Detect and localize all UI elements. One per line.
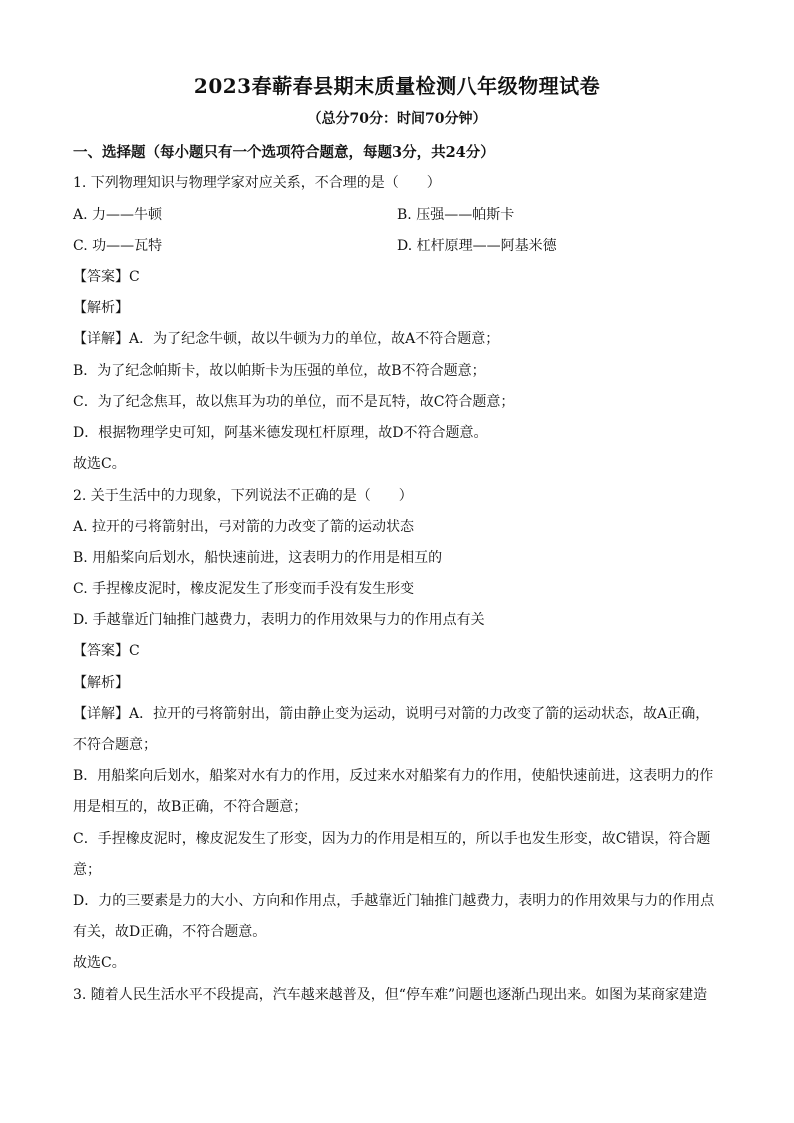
page-subtitle: （总分70分：时间70分钟） xyxy=(307,111,487,127)
section-heading: 一、选择题（每小题只有一个选项符合题意，每题3分，共24分） xyxy=(73,144,495,161)
q1-option-d: D. 杠杆原理——阿基米德 xyxy=(397,238,557,254)
q1-detail-d: D．根据物理学史可知，阿基米德发现杠杆原理，故D不符合题意。 xyxy=(73,425,488,441)
q1-detail-c: C．为了纪念焦耳，故以焦耳为功的单位，而不是瓦特，故C符合题意； xyxy=(73,394,515,410)
q2-conclusion: 故选C。 xyxy=(73,955,126,971)
q1-answer: 【答案】C xyxy=(73,269,140,285)
q1-conclusion: 故选C。 xyxy=(73,456,126,472)
q1-detail-a: 【详解】A．为了纪念牛顿，故以牛顿为力的单位，故A不符合题意； xyxy=(73,331,500,347)
q2-detail-c-line1: C．手捏橡皮泥时，橡皮泥发生了形变，因为力的作用是相互的，所以手也发生形变，故C错误，符合题 xyxy=(73,831,711,847)
q2-option-d: D. 手越靠近门轴推门越费力，表明力的作用效果与力的作用点有关 xyxy=(73,612,485,628)
q1-option-b: B. 压强——帕斯卡 xyxy=(397,207,515,223)
q2-stem: 2. 关于生活中的力现象，下列说法不正确的是（ ） xyxy=(73,488,413,504)
q1-stem: 1. 下列物理知识与物理学家对应关系，不合理的是（ ） xyxy=(73,175,441,191)
q2-detail-a-line1: 【详解】A．拉开的弓将箭射出，箭由静止变为运动，说明弓对箭的力改变了箭的运动状态，故A正确， xyxy=(73,706,710,722)
q1-option-c: C. 功——瓦特 xyxy=(73,238,163,254)
q1-detail-b: B．为了纪念帕斯卡，故以帕斯卡为压强的单位，故B不符合题意； xyxy=(73,363,486,379)
q2-detail-a-line2: 不符合题意； xyxy=(73,737,157,753)
q2-option-c: C. 手捏橡皮泥时，橡皮泥发生了形变而手没有发生形变 xyxy=(73,581,415,597)
q2-detail-d-line2: 有关，故D正确，不符合题意。 xyxy=(73,924,267,940)
q2-detail-c-line2: 意； xyxy=(73,862,101,878)
q2-detail-b-line2: 用是相互的，故B正确，不符合题意； xyxy=(73,799,308,815)
q1-option-a: A. 力——牛顿 xyxy=(73,207,163,223)
page-title: 2023春蕲春县期末质量检测八年级物理试卷 xyxy=(193,74,601,98)
q3-stem: 3. 随着人民生活水平不段提高，汽车越来越普及，但“停车难”问题也逐渐凸现出来。如图为某商家建造 xyxy=(73,987,708,1003)
q2-option-b: B. 用船桨向后划水，船快速前进，这表明力的作用是相互的 xyxy=(73,550,443,566)
q1-analysis-label: 【解析】 xyxy=(73,300,129,316)
q2-detail-d-line1: D．力的三要素是力的大小、方向和作用点，手越靠近门轴推门越费力，表明力的作用效果与力的作用点 xyxy=(73,893,715,909)
q2-detail-b-line1: B．用船桨向后划水，船桨对水有力的作用，反过来水对船桨有力的作用，使船快速前进，这表明力的作 xyxy=(73,768,714,784)
q2-option-a: A. 拉开的弓将箭射出，弓对箭的力改变了箭的运动状态 xyxy=(73,519,415,535)
q2-answer: 【答案】C xyxy=(73,643,140,659)
q2-analysis-label: 【解析】 xyxy=(73,675,129,691)
